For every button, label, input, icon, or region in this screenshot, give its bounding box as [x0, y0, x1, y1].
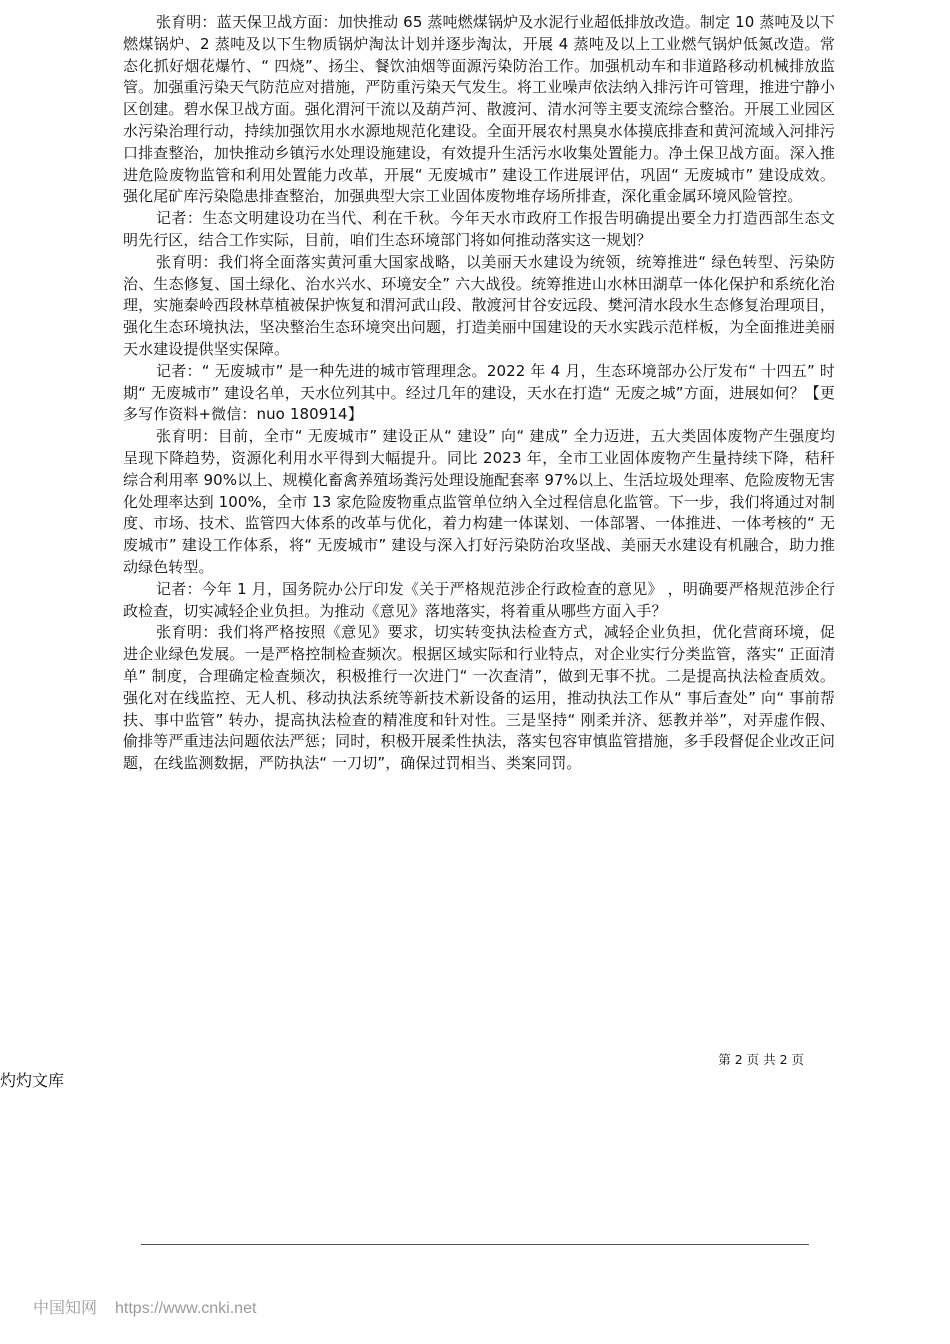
- paragraph-answer-ecology: 张育明：我们将全面落实黄河重大国家战略，以美丽天水建设为统领，统筹推进“ 绿色转型、污染防治、生态修复、国土绿化、治水兴水、环境安全” 六大战役。统筹推进山水林田湖草一体化保护和系统化治理，实施秦岭西段林草植被保护恢复和渭河武山段、散渡河甘谷安远段、樊河清水段水生态修复治理项目，强化生态环境执法，坚决整治生态环境突出问题，打造美丽中国建设的天水实践示范样板，为全面推进美丽天水建设提供坚实保障。: [123, 252, 835, 358]
- paragraph-answer-pollution: 张育明：蓝天保卫战方面：加快推动 65 蒸吨燃煤锅炉及水泥行业超低排放改造。制定 10 蒸吨及以下燃煤锅炉、2 蒸吨及以下生物质锅炉淘汰计划并逐步淘汰，开展 4 蒸吨及以上工业燃气锅炉低氮改造。常态化抓好烟花爆竹、“ 四烧”、扬尘、餐饮油烟等面源污染防治工作。加强机动车和非道路移动机械排放监管。加强重污染天气防范应对措施，严防重污染天气发生。将工业噪声依法纳入排污许可管理，推进宁静小区创建。碧水保卫战方面。强化渭河干流以及葫芦河、散渡河、清水河等主要支流综合整治。开展工业园区水污染治理行动，持续加强饮用水水源地规范化建设。全面开展农村黑臭水体摸底排查和黄河流域入河排污口排查整治，加快推动乡镇污水处理设施建设，有效提升生活污水收集处置能力。净土保卫战方面。深入推进危险废物监管和利用处置能力改革，开展“ 无废城市” 建设工作进展评估，巩固“ 无废城市” 建设成效。强化尾矿库污染隐患排查整治，加强典型大宗工业固体废物堆存场所排查，深化重金属环境风险管控。: [123, 13, 835, 206]
- footer-site-name: 中国知网: [33, 1300, 98, 1317]
- paragraph-question-waste-free: 记者：“ 无废城市” 是一种先进的城市管理理念。2022 年 4 月，生态环境部办公厅发布“ 十四五” 时期“ 无废城市” 建设名单，天水位列其中。经过几年的建设，天水在打造“ 无废之城”方面，进展如何？【更多写作资料+微信：nuo 180914】: [123, 361, 835, 424]
- library-name: 灼灼文库: [0, 1071, 65, 1090]
- paragraph-question-inspection: 记者：今年 1 月，国务院办公厅印发《关于严格规范涉企行政检查的意见》 ，明确要严格规范涉企行政检查，切实减轻企业负担。为推动《意见》落地落实，将着重从哪些方面入手？: [123, 579, 835, 620]
- footer-url-link[interactable]: https://www.cnki.net: [115, 1300, 257, 1317]
- page-number: 第 2 页 共 2 页: [718, 1052, 804, 1067]
- article-body: [123, 12, 835, 775]
- paragraph-answer-waste-free: 张育明：目前，全市“ 无废城市” 建设正从“ 建设” 向“ 建成” 全力迈进，五大类固体废物产生强度均呈现下降趋势，资源化利用水平得到大幅提升。同比 2023 年，全市工业固体废物产生量持续下降，秸秆综合利用率 90%以上、规模化畜禽养殖场粪污处理设施配套率 97%以上、生活垃圾处理率、危险废物无害化处理率达到 100%，全市 13 家危险废物重点监管单位纳入全过程信息化监管。下一步，我们将通过对制度、市场、技术、监管四大体系的改革与优化，着力构建一体谋划、一体部署、一体推进、一体考核的“ 无废城市” 建设工作体系，将“ 无废城市” 建设与深入打好污染防治攻坚战、美丽天水建设有机融合，助力推动绿色转型。: [123, 427, 835, 576]
- paragraph-question-ecology: 记者：生态文明建设功在当代、利在千秋。今年天水市政府工作报告明确提出要全力打造西部生态文明先行区，结合工作实际，目前，咱们生态环境部门将如何推动落实这一规划？: [123, 209, 835, 249]
- paragraph-answer-inspection: 张育明：我们将严格按照《意见》要求，切实转变执法检查方式，减轻企业负担，优化营商环境，促进企业绿色发展。一是严格控制检查频次。根据区域实际和行业特点，对企业实行分类监管，落实“ 正面清单” 制度，合理确定检查频次，积极推行一次进门“ 一次查清”，做到无事不扰。二是提高执法检查质效。强化对在线监控、无人机、移动执法系统等新技术新设备的运用，推动执法工作从“ 事后查处” 向“ 事前帮扶、事中监管” 转办，提高执法检查的精准度和针对性。三是坚持“ 刚柔并济、惩教并举”，对弄虚作假、偷排等严重违法问题依法严惩；同时，积极开展柔性执法，落实包容审慎监管措施，多手段督促企业改正问题，在线监测数据，严防执法“ 一刀切”，确保过罚相当、类案同罚。: [123, 623, 835, 773]
- footer: [33, 1295, 256, 1318]
- footer-divider: [141, 1244, 809, 1245]
